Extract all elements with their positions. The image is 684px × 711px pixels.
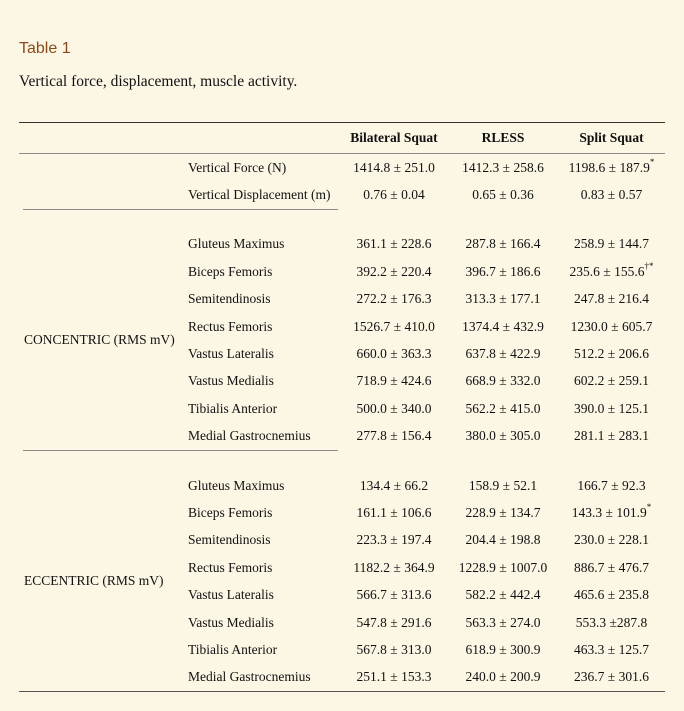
header-row <box>19 123 665 154</box>
row-group-label: CONCENTRIC (RMS mV) <box>24 332 175 348</box>
row-label: Vertical Force (N) <box>188 159 287 175</box>
cell-bilateral-squat: 361.1 ± 228.6 <box>356 236 432 252</box>
cell-value: 390.0 ± 125.1 <box>574 400 649 416</box>
row-label: Vastus Medialis <box>188 614 274 630</box>
separator-line <box>23 209 338 210</box>
cell-rless: 396.7 ± 186.6 <box>465 263 541 279</box>
cell-split-squat <box>558 499 665 526</box>
separator-cell <box>558 209 665 231</box>
cell-split-squat <box>558 554 665 581</box>
row-label: Gluteus Maximus <box>188 477 285 493</box>
cell-split-squat <box>558 527 665 554</box>
cell-value: 1230.0 ± 605.7 <box>570 318 653 334</box>
significance-mark: * <box>646 501 652 512</box>
empty-cell <box>19 154 188 182</box>
separator-cell <box>340 450 448 472</box>
cell-bilateral-squat: 567.8 ± 313.0 <box>356 641 432 657</box>
cell-value: 235.6 ± 155.6 <box>569 263 645 279</box>
significance-mark: * <box>649 156 655 167</box>
row-label: Gluteus Maximus <box>188 236 285 252</box>
cell-value: 247.8 ± 216.4 <box>574 291 649 307</box>
separator-cell <box>19 209 188 231</box>
header-rless: RLESS <box>448 123 558 154</box>
table-row <box>19 154 665 182</box>
cell-bilateral-squat: 500.0 ± 340.0 <box>356 400 432 416</box>
cell-value: 1198.6 ± 187.9 <box>568 159 650 175</box>
cell-split-squat <box>558 181 665 208</box>
cell-rless: 380.0 ± 305.0 <box>465 428 541 444</box>
cell-rless: 1228.9 ± 1007.0 <box>458 559 548 575</box>
cell-split-squat <box>558 423 665 450</box>
cell-value: 230.0 ± 228.1 <box>574 532 649 548</box>
separator-cell <box>558 450 665 472</box>
cell-rless: 0.65 ± 0.36 <box>472 187 534 203</box>
cell-split-squat <box>558 258 665 285</box>
cell-rless: 582.2 ± 442.4 <box>465 587 541 603</box>
section-separator <box>19 450 665 472</box>
cell-value: 512.2 ± 206.6 <box>574 346 649 362</box>
cell-bilateral-squat: 566.7 ± 313.6 <box>356 587 432 603</box>
row-label: Biceps Femoris <box>188 263 273 279</box>
cell-split-squat <box>558 636 665 663</box>
header-group <box>19 123 188 154</box>
row-label: Medial Gastrocnemius <box>188 664 340 692</box>
cell-bilateral-squat: 392.2 ± 220.4 <box>356 263 432 279</box>
significance-mark: †* <box>644 260 654 271</box>
cell-bilateral-squat: 161.1 ± 106.6 <box>356 504 432 520</box>
cell-rless: 1412.3 ± 258.6 <box>462 159 544 175</box>
cell-bilateral-squat: 0.76 ± 0.04 <box>363 187 425 203</box>
cell-split-squat <box>558 395 665 422</box>
cell-bilateral-squat: 223.3 ± 197.4 <box>356 532 432 548</box>
separator-cell <box>19 450 188 472</box>
row-label: Semitendinosis <box>188 532 271 548</box>
table-body <box>19 154 665 692</box>
header-measure <box>188 123 340 154</box>
cell-bilateral-squat: 660.0 ± 363.3 <box>356 346 432 362</box>
section-separator <box>19 209 665 231</box>
cell-split-squat <box>558 286 665 313</box>
cell-value: 166.7 ± 92.3 <box>577 477 646 493</box>
table-row <box>19 181 665 208</box>
cell-split-squat <box>558 340 665 367</box>
cell-split-squat <box>558 368 665 395</box>
row-label: Vastus Medialis <box>188 373 274 389</box>
cell-rless: 287.8 ± 166.4 <box>465 236 541 252</box>
empty-cell <box>19 181 188 208</box>
cell-split-squat <box>558 154 665 182</box>
cell-rless: 562.2 ± 415.0 <box>465 400 541 416</box>
cell-bilateral-squat: 1526.7 ± 410.0 <box>353 318 435 334</box>
cell-rless: 313.3 ± 177.1 <box>465 291 541 307</box>
row-label: Vastus Lateralis <box>188 346 274 362</box>
cell-rless: 240.0 ± 200.9 <box>448 664 558 692</box>
cell-value: 463.3 ± 125.7 <box>574 641 649 657</box>
table-caption: Vertical force, displacement, muscle activity. <box>19 73 298 90</box>
row-label: Medial Gastrocnemius <box>188 428 311 444</box>
header-bilateral-squat: Bilateral Squat <box>340 123 448 154</box>
cell-value: 281.1 ± 283.1 <box>574 428 649 444</box>
cell-value: 236.7 ± 301.6 <box>574 669 649 685</box>
row-label: Vastus Lateralis <box>188 587 274 603</box>
table-row <box>19 472 665 499</box>
separator-line <box>23 450 338 451</box>
row-label: Semitendinosis <box>188 291 271 307</box>
cell-rless: 158.9 ± 52.1 <box>468 477 538 493</box>
row-label: Biceps Femoris <box>188 504 273 520</box>
cell-rless: 668.9 ± 332.0 <box>465 373 541 389</box>
cell-value: 258.9 ± 144.7 <box>574 236 649 252</box>
row-label: Rectus Femoris <box>188 318 273 334</box>
cell-rless: 228.9 ± 134.7 <box>465 504 541 520</box>
row-group-label: ECCENTRIC (RMS mV) <box>19 472 188 692</box>
cell-value: 143.3 ± 101.9 <box>571 504 647 520</box>
cell-split-squat <box>558 609 665 636</box>
cell-split-squat <box>558 664 665 692</box>
cell-value: 602.2 ± 259.1 <box>574 373 649 389</box>
cell-bilateral-squat: 718.9 ± 424.6 <box>356 373 432 389</box>
separator-cell <box>448 209 558 231</box>
cell-bilateral-squat: 1414.8 ± 251.0 <box>353 159 435 175</box>
cell-split-squat <box>558 581 665 608</box>
row-label: Tibialis Anterior <box>188 641 278 657</box>
cell-bilateral-squat: 277.8 ± 156.4 <box>356 428 432 444</box>
cell-split-squat <box>558 231 665 258</box>
cell-value: 465.6 ± 235.8 <box>574 587 649 603</box>
cell-value: 886.7 ± 476.7 <box>574 559 649 575</box>
cell-bilateral-squat: 272.2 ± 176.3 <box>356 291 432 307</box>
cell-rless: 637.8 ± 422.9 <box>465 346 541 362</box>
cell-rless: 1374.4 ± 432.9 <box>462 318 544 334</box>
cell-rless: 204.4 ± 198.8 <box>465 532 541 548</box>
table-row <box>19 231 665 258</box>
cell-split-squat <box>558 313 665 340</box>
cell-rless: 618.9 ± 300.9 <box>465 641 541 657</box>
separator-cell <box>448 450 558 472</box>
cell-rless: 563.3 ± 274.0 <box>465 614 541 630</box>
data-table <box>19 122 665 692</box>
separator-cell <box>188 450 340 472</box>
cell-bilateral-squat: 547.8 ± 291.6 <box>356 614 432 630</box>
separator-cell <box>340 209 448 231</box>
row-label: Rectus Femoris <box>188 559 273 575</box>
cell-value: 0.83 ± 0.57 <box>580 187 643 203</box>
cell-bilateral-squat: 251.1 ± 153.3 <box>340 664 448 692</box>
separator-cell <box>188 209 340 231</box>
row-label: Tibialis Anterior <box>188 400 278 416</box>
cell-bilateral-squat: 1182.2 ± 364.9 <box>353 559 435 575</box>
row-label: Vertical Displacement (m) <box>188 187 331 203</box>
table-label: Table 1 <box>19 40 71 57</box>
cell-value: 553.3 ±287.8 <box>575 614 648 630</box>
header-split-squat: Split Squat <box>558 123 665 154</box>
cell-split-squat <box>558 472 665 499</box>
cell-bilateral-squat: 134.4 ± 66.2 <box>359 477 429 493</box>
